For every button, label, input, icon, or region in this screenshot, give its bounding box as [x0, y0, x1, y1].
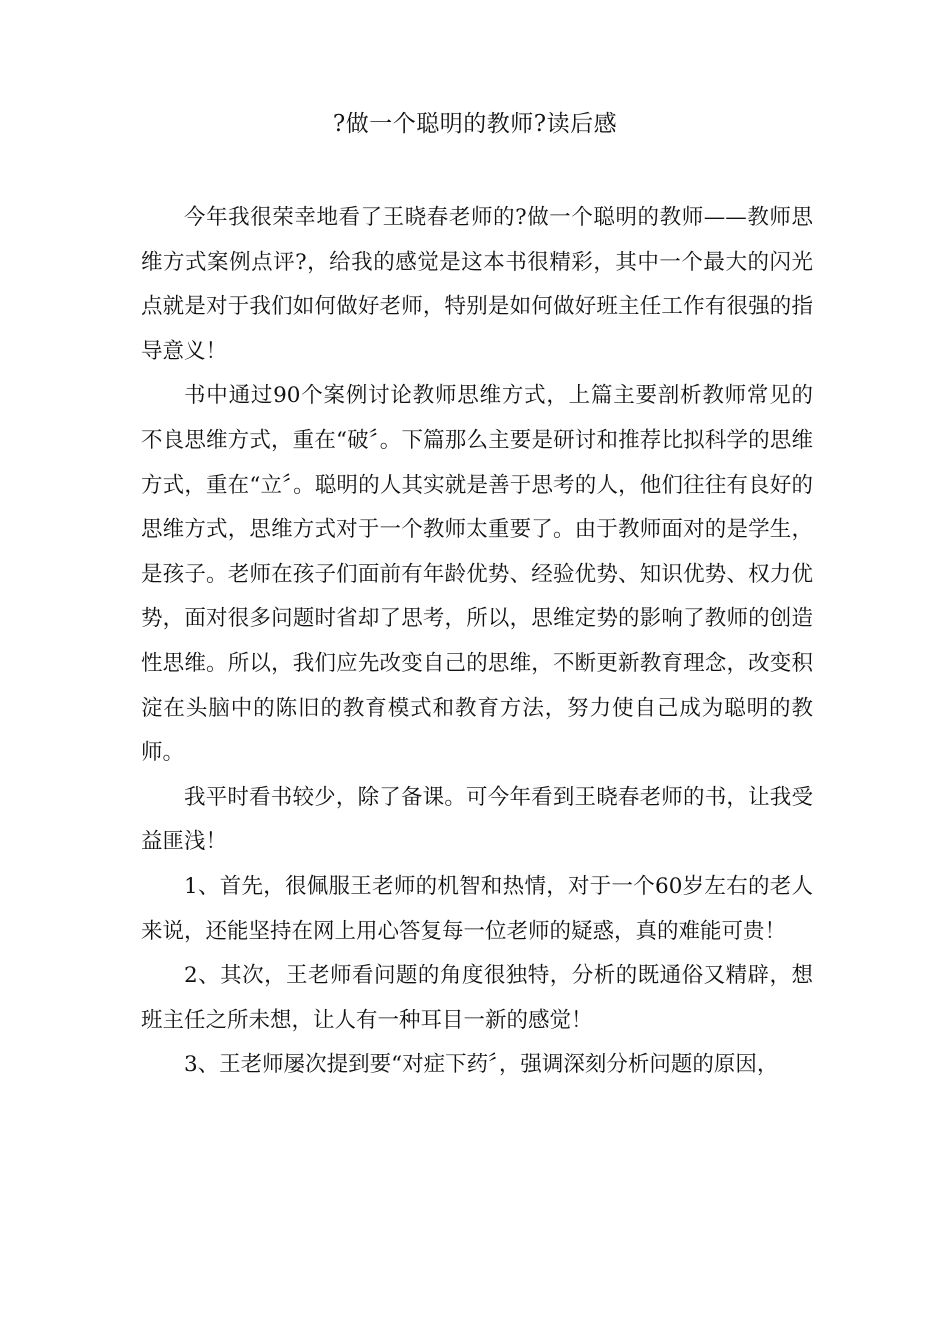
- paragraph-1: 今年我很荣幸地看了王晓春老师的?做一个聪明的教师——教师思维方式案例点评?，给我的感觉是这本书很精彩，其中一个最大的闪光点就是对于我们如何做好老师，特别是如何做好班主任工作有很强的指导意义！: [141, 205, 813, 364]
- paragraph-6: 3、王老师屡次提到要“对症下药〞，强调深刻分析问题的原因，: [184, 1052, 779, 1078]
- paragraph-2: 书中通过90个案例讨论教师思维方式，上篇主要剖析教师常见的不良思维方式，重在“破〞。下篇那么主要是研讨和推荐比拟科学的思维方式，重在“立〞。聪明的人其实就是善于思考的人，他们往往有良好的思维方式，思维方式对于一个教师太重要了。由于教师面对的是学生，是孩子。老师在孩子们面前有年龄优势、经验优势、知识优势、权力优势，面对很多问题时省却了思考，所以，思维定势的影响了教师的创造性思维。所以，我们应先改变自己的思维，不断更新教育理念，改变积淀在头脑中的陈旧的教育模式和教育方法，努力使自己成为聪明的教师。: [141, 383, 813, 766]
- document-body: [141, 196, 813, 1088]
- paragraph-5: 2、其次，王老师看问题的角度很独特，分析的既通俗又精辟，想班主任之所未想，让人有一种耳目一新的感觉！: [141, 963, 813, 1033]
- paragraph-3: 我平时看书较少，除了备课。可今年看到王晓春老师的书，让我受益匪浅！: [141, 784, 813, 855]
- paragraph-4: 1、首先，很佩服王老师的机智和热情，对于一个60岁左右的老人来说，还能坚持在网上用心答复每一位老师的疑惑，真的难能可贵！: [141, 873, 813, 944]
- document-title: ?做一个聪明的教师?读后感: [332, 111, 618, 137]
